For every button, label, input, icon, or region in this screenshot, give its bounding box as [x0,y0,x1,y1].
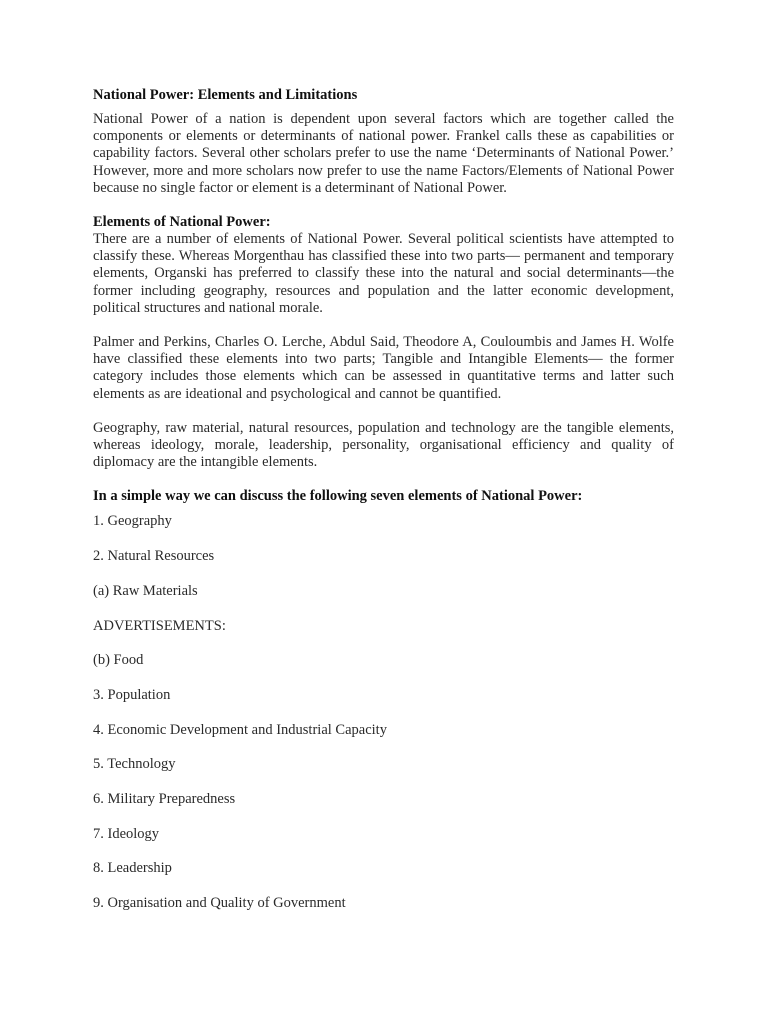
list-item: (b) Food [93,652,144,669]
document-title: National Power: Elements and Limitations [93,87,358,103]
seven-elements-heading: In a simple way we can discuss the following seven elements of National Power: [93,488,583,505]
list-item: (a) Raw Materials [93,582,198,599]
elements-list [93,513,674,912]
list-item: 1. Geography [93,513,172,530]
elements-paragraph-3: Geography, raw material, natural resources, population and technology are the tangible elements, whereas ideology, morale, leadership, personality, organisational efficiency and quality of diplomacy are the intangible elements. [93,419,674,471]
elements-heading: Elements of National Power: [93,214,271,231]
list-item: 3. Population [93,686,171,703]
elements-paragraph-1: There are a number of elements of National Power. Several political scientists have attempted to classify these. Whereas Morgenthau has classified these into two parts— permanent and temporary elements, Organski has preferred to classify these into the natural and social determinants—the former including geography, resources and population and the latter economic development, political structures and national morale. [93,231,674,316]
elements-paragraph-2: Palmer and Perkins, Charles O. Lerche, Abdul Said, Theodore A, Couloumbis and James H. Wolfe have classified these elements into two parts; Tangible and Intangible Elements— the former category includes those elements which can be assessed in quantitative terms and latter such elements as are ideational and psychological and cannot be quantified. [93,334,674,402]
list-item: 7. Ideology [93,825,160,842]
list-item: 9. Organisation and Quality of Government [93,895,346,912]
list-item: 4. Economic Development and Industrial Capacity [93,721,387,738]
list-item: 6. Military Preparedness [93,790,236,807]
list-item: 8. Leadership [93,860,172,877]
document-content [93,87,674,912]
advertisements-label: ADVERTISEMENTS: [93,617,226,634]
list-item: 5. Technology [93,756,176,773]
list-item: 2. Natural Resources [93,548,215,565]
intro-paragraph: National Power of a nation is dependent upon several factors which are together called the components or elements or determinants of national power. Frankel calls these as capabilities or capability factors. Several other scholars prefer to use the name ‘Determinants of National Power.’ However, more and more scholars now prefer to use the name Factors/Elements of National Power because no single factor or element is a determinant of National Power. [93,111,674,196]
